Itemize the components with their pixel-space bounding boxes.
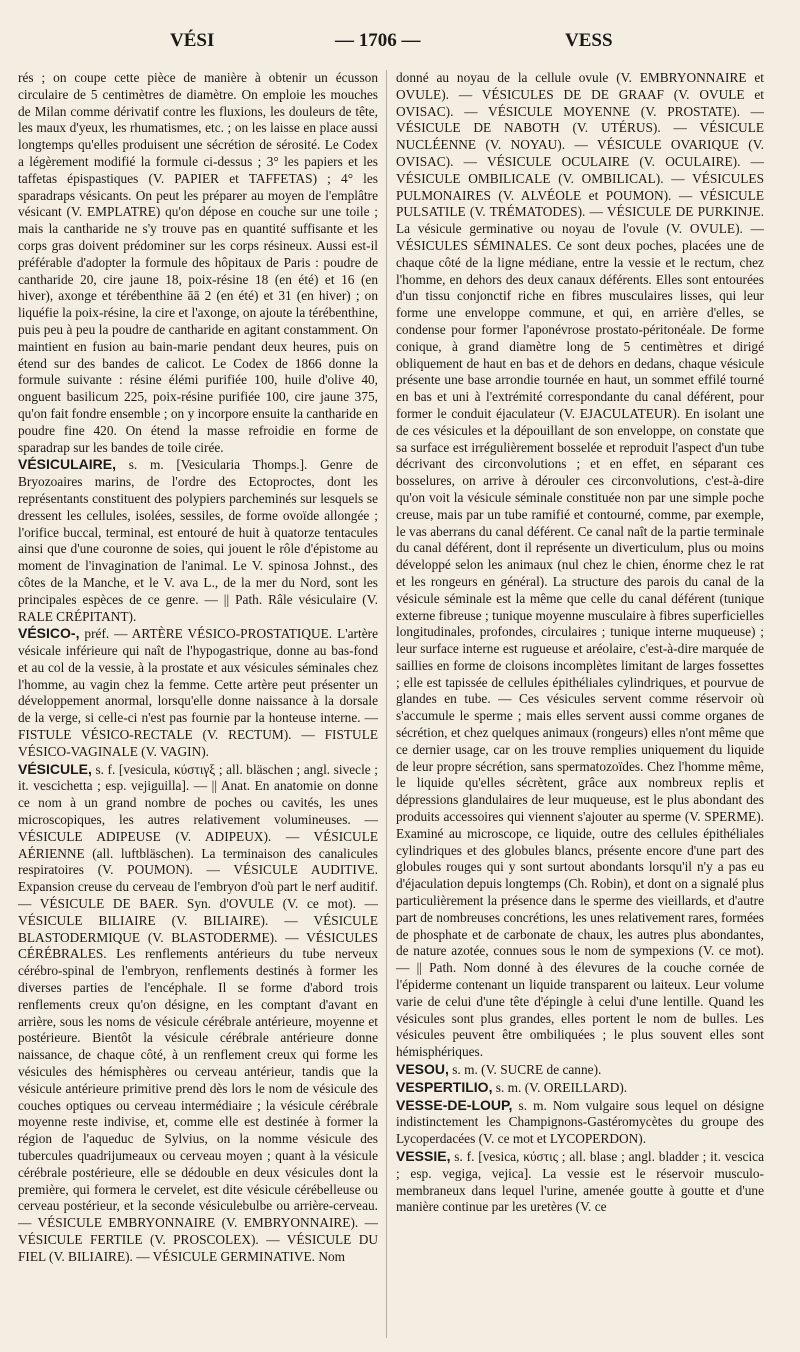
right-column bbox=[396, 70, 764, 1216]
entry-headword: VÉSICULE, bbox=[18, 760, 92, 777]
entry-vesiculaire bbox=[18, 456, 378, 625]
entry-headword: VÉSICO-, bbox=[18, 625, 80, 642]
entry-vespertilio bbox=[396, 1079, 764, 1097]
entry-text: s. m. Nom vulgaire sous lequel on désigne indistinctement les Champignons-Gastéromycètes du groupe des Lycoperdacées (V. ce mot et LYCOPERDON). bbox=[396, 1097, 764, 1147]
header-right-guideword: VESS bbox=[565, 30, 613, 51]
column-divider bbox=[386, 70, 387, 1338]
header-left-guideword: VÉSI bbox=[170, 30, 215, 51]
entry-vesicule bbox=[18, 761, 378, 1266]
entry-text: s. m. (V. SUCRE de canne). bbox=[448, 1062, 602, 1078]
left-column bbox=[18, 70, 378, 1266]
entry-headword: VESSIE, bbox=[396, 1148, 451, 1164]
entry-headword: VESSE-DE-LOUP, bbox=[396, 1096, 513, 1113]
page-header bbox=[0, 30, 800, 60]
entry-text: préf. — ARTÈRE VÉSICO-PROSTATIQUE. L'artère vésicale inférieure qui naît de l'hypogastrique, donne au bas-fond et au col de la vessie, à la prostate et aux vésicules séminales chez l'homme, au vagin chez la femme. Cette artère peut présenter un développement anormal, lorsqu'elle donne naissance à la dorsale de la verge, si celle-ci n'est pas fournie par la honteuse interne. — FISTULE VÉSICO-RECTALE (V. RECTUM). — FISTULE VÉSICO-VAGINALE (V. VAGIN). bbox=[18, 626, 378, 759]
entry-vesou bbox=[396, 1061, 764, 1079]
entry-vesse-de-loup bbox=[396, 1097, 764, 1148]
entry-text: s. m. [Vesicularia Thomps.]. Genre de Bryozoaires marins, de l'ordre des Ectoproctes, dont les représentants constituent des polypiers parcheminés sur lesquels se dressent les cellules, isolées, sessiles, de forme ovoïde allongée ; l'orifice buccal, terminal, est entouré de huit à quatorze tentacules ainsi que d'une couronne de soies, qui jouent le rôle d'épistome au moment de l'invagination de l'animal. Le V. spinosa Johnst., des côtes de la Manche, et le V. ava L., de la mer du Nord, sont les principales espèces de ce genre. — || Path. Râle vésiculaire (V. RALE CRÉPITANT). bbox=[18, 457, 378, 624]
entry-text: s. f. [vesicula, κύστιγξ ; all. bläschen ; angl. sivecle ; it. vescichetta ; esp. vejiguilla]. — || Anat. En anatomie on donne ce nom à un grand nombre de poches ou cavités, les unes microscopiques, les autres relativement volumineuses. — VÉSICULE ADIPEUSE (V. ADIPEUX). — VÉSICULE AÉRIENNE (all. luftbläschen). La terminaison des canalicules respiratoires (V. POUMON). — VÉSICULE AUDITIVE. Expansion creuse du cerveau de l'embryon d'où part le nerf auditif. — VÉSICULE DE BAER. Syn. d'OVULE (V. ce mot). — VÉSICULE BILIAIRE (V. BILIAIRE). — VÉSICULE BLASTODERMIQUE (V. BLASTODERME). — VÉSICULES CÉRÉBRALES. Les renflements antérieurs du tube nerveux cérébro-spinal de l'embryon, renflements destinés à former les diverses parties de l'encéphale. Il se forme d'abord trois renflements creux qu'on désigne, en les comptant d'avant en arrière, sous les noms de vésicule cérébrale antérieure, moyenne et postérieure. Bientôt la vésicule cérébrale antérieure donne naissance, de chaque côté, à un renflement creux qui forme les vésicules des hémisphères ou cerveau antérieur, tandis que la vésicule antérieure primitive prend dès lors le nom de vésicule des couches optiques ou cerveau intermédiaire ; la vésicule cérébrale moyenne reste indivise, et, comme elle est destinée à former la région de l'aqueduc de Sylvius, on la nomme vésicule des tubercules quadrijumeaux ou cerveau moyen ; quant à la vésicule cérébrale postérieure, elle se dédouble en deux vésicules dont la première, qui formera le cervelet, est dite vésicule cérébelleuse ou cerveau postérieur, et la seconde vésiculebulbe ou arrière-cerveau. — VÉSICULE EMBRYONNAIRE (V. EMBRYONNAIRE). — VÉSICULE FERTILE (V. PROSCOLEX). — VÉSICULE DU FIEL (V. BILIAIRE). — VÉSICULE GERMINATIVE. Nom bbox=[18, 761, 378, 1264]
entry-headword: VESPERTILIO, bbox=[396, 1078, 493, 1095]
entry-vesico bbox=[18, 625, 378, 760]
entry-headword: VÉSICULAIRE, bbox=[18, 456, 117, 473]
continuation-paragraph bbox=[18, 70, 378, 456]
continuation-paragraph bbox=[396, 70, 764, 1061]
entry-vessie bbox=[396, 1148, 764, 1216]
entry-headword: VESOU, bbox=[396, 1061, 449, 1078]
entry-text: s. m. (V. OREILLARD). bbox=[492, 1079, 628, 1095]
entry-text: s. f. [vesica, κύστις ; all. blase ; angl. bladder ; it. vescica ; esp. vegiga, vejica]. La vessie est le réservoir musculo-membraneux dans lequel l'urine, amenée goutte à goutte et d'une manière continue par les uretères (V. ce bbox=[396, 1149, 764, 1215]
page-number: — 1706 — bbox=[335, 30, 421, 51]
paragraph-text: donné au noyau de la cellule ovule (V. EMBRYONNAIRE et OVULE). — VÉSICULES DE DE GRAAF (V. OVULE et OVISAC). — VÉSICULE MOYENNE (V. PROSTATE). — VÉSICULE DE NABOTH (V. UTÉRUS). — VÉSICULE NUCLÉENNE (V. NOYAU). — VÉSICULE OVARIQUE (V. OVISAC). — VÉSICULE OCULAIRE (V. OCULAIRE). — VÉSICULE OMBILICALE (V. OMBILICAL). — VÉSICULES PULMONAIRES (V. ALVÉOLE et POUMON). — VÉSICULE PULSATILE (V. TRÉMATODES). — VÉSICULE DE PURKINJE. La vésicule germinative ou noyau de l'ovule (V. OVULE). — VÉSICULES SÉMINALES. Ce sont deux poches, placées une de chaque côté de la ligne médiane, entre la vessie et le rectum, chez l'homme, en dehors des deux canaux déférents. Elles sont entourées d'un tissu conjonctif riche en fibres musculaires lisses, qui leur forme une enveloppe commune, et qui, en arrière d'elles, se condense pour former l'aponévrose prostato-péritonéale. De forme conique, à grand diamètre long de 5 centimètres et dirigé obliquement de haut en bas et de dehors en dedans, chaque vésicule présente une base arrondie tournée en haut, un sommet effilé tourné en bas et uni à l'extrémité correspondante du canal déférent, pour former le conduit éjaculateur (V. EJACULATEUR). En isolant une de ces vésicules et la dépouillant de son enveloppe, on constate que sa surface est irrégulièrement bosselée et reproduit l'aspect d'un tube décrivant des circonvolutions ; et en effet, en séparant ces bosselures, on arrive à dérouler ces circonvolutions, c'est-à-dire qu'on voit la vésicule séminale constituée non par une simple poche creuse, mais par un tube ramifié et contourné, comme, par exemple, le vas aberrans du canal déférent. Ce canal naît de la partie terminale du canal déférent, dont il représente un diverticulum, plus ou moins développé selon les animaux (nul chez le chien, énorme chez le rat et les rongeurs en général). La structure des parois du canal de la vésicule séminale est la même que celle du canal déférent (tunique externe fibreuse ; tunique moyenne musculaire à fibres superficielles longitudinales, profondes, circulaires ; tunique interne muqueuse) ; leur surface interne est rugueuse et aréolaire, c'est-à-dire marquée de saillies en forme de cloisons incomplètes limitant de larges fossettes ; elle est tapissée de cellules épithéliales cylindriques, et pourvue de glandes en tube. — Ces vésicules servent comme réservoir où s'accumule le sperme ; mais elles servent aussi comme organes de sécrétion, et chez quelques animaux (rongeurs) elles n'ont même que ce dernier usage, car on les trouve remplies uniquement du liquide de leur propre sécrétion, sans spermatozoïdes. Chez l'homme même, le liquide qu'elles sécrètent, grâce aux nombreux replis et dépressions glandulaires de leur muqueuse, est le plus abondant des produits accessoires qui viennent s'ajouter au sperme (V. SPERME). Examiné au microscope, ce liquide, outre des cellules épithéliales cylindriques et des globules blancs, présente encore d'une part des globules rouges qui y sont surtout abondants lorsqu'il n'y a pas eu d'éjaculation depuis longtemps (Ch. Robin), et dont on a signalé plus particulièrement la présence dans le sperme des vieillards, et d'autre part de nombreuses concrétions, les unes relativement rares, formées de phosphate et de carbonate de chaux, les autres plus abondantes, de nature azotée, connues sous le nom de sympexions (V. ce mot). — || Path. Nom donné à des élevures de la couche cornée de l'épiderme contenant un liquide transparent ou laiteux. Leur volume varie de celui d'une tête d'épingle à celui d'une lentille. Quand les vésicules sont plus grandes, elles portent le nom de bulles. Les vésicules peuvent être ombiliquées ; le plus souvent elles sont hémisphériques. bbox=[396, 70, 764, 1060]
paragraph-text: rés ; on coupe cette pièce de manière à obtenir un écusson circulaire de 5 centimètres de diamètre. On emploie les mouches de Milan comme dérivatif contre les fluxions, les douleurs de tête, les maux d'yeux, les rhumatismes, etc. ; on les laisse en place aussi longtemps qu'elles produisent une sécrétion de sérosité. Le Codex a légèrement modifié la formule ci-dessus ; 3° les papiers et les taffetas épispastiques (V. PAPIER et TAFFETAS) ; 4° les sparadraps vésicants. On peut les préparer au moyen de l'emplâtre vésicant (V. EMPLATRE) qu'on dépose en couche sur une toile ; mais la cantharide ne s'y trouve pas en quantité suffisante et les corps gras doivent prédominer sur les corps résineux. Aussi est-il préférable d'adopter la formule des hôpitaux de Paris : poudre de cantharide 20, cire jaune 18, poix-résine 18 (en été) et 16 (en hiver), axonge et térébenthine āā 2 (en été) et 31 (en hiver) ; on liquéfie la poix-résine, la cire et l'axonge, on ajoute la térébenthine, puis peu à peu la poudre de cantharide en agitant constamment. On maintient en fusion au bain-marie pendant deux heures, puis on étend sur des bandes de calicot. Le Codex de 1866 donne la formule suivante : résine élémi purifiée 100, huile d'olive 40, onguent basilicum 225, poix-résine purifiée 100, cire jaune 375, qu'on fait fondre ensemble ; on y incorpore ensuite la cantharide en poudre fine 420. On étend la masse refroidie en forme de sparadrap sur les bandes de toile cirée. bbox=[18, 70, 378, 455]
